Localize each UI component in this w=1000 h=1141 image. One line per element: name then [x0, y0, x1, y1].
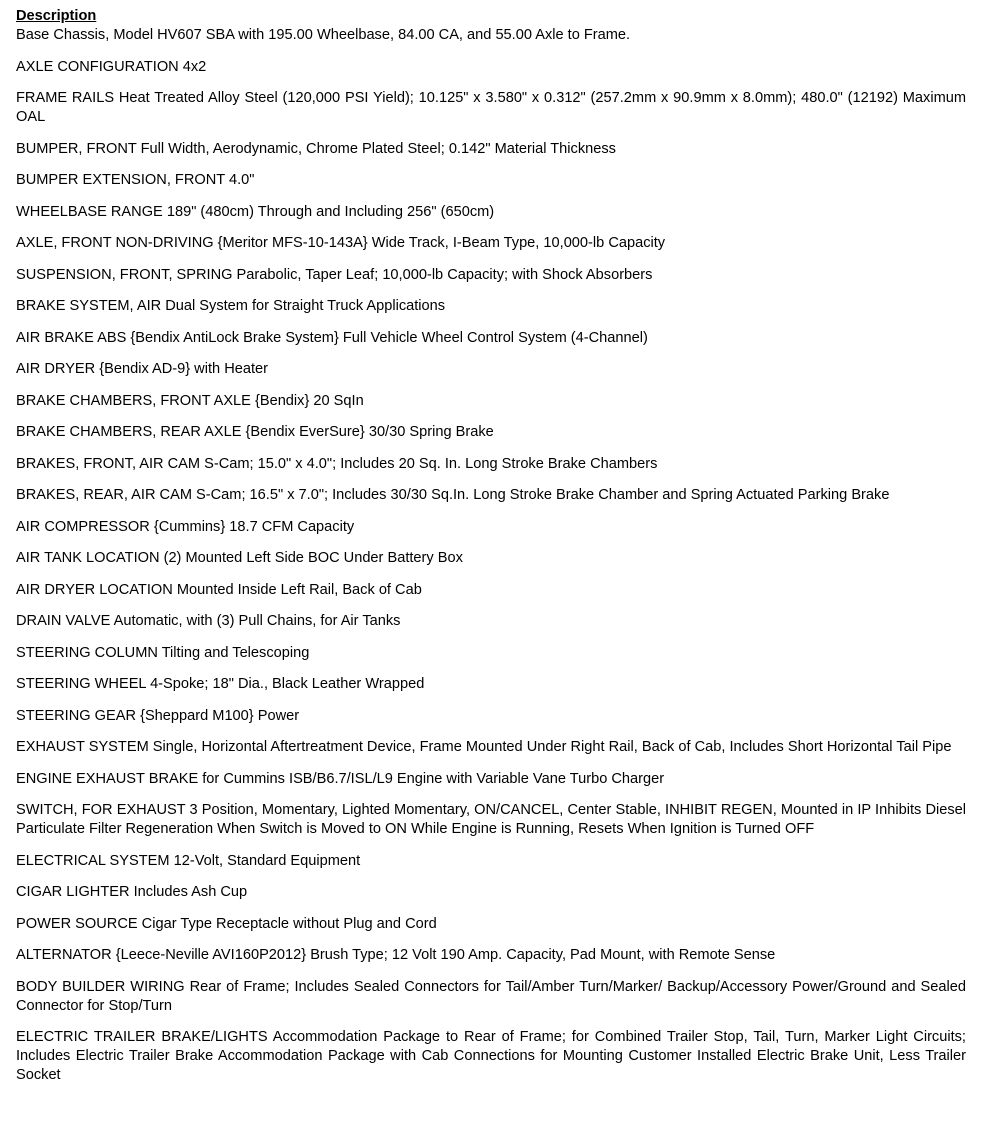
spec-paragraph: SWITCH, FOR EXHAUST 3 Position, Momentary, Lighted Momentary, ON/CANCEL, Center Stable, INHIBIT REGEN, Mounted in IP Inhibits Diesel Particulate Filter Regeneration When Switch is Moved to ON While Engine is Running, Resets When Ignition is Turned OFF [16, 802, 966, 837]
spec-paragraph: WHEELBASE RANGE 189" (480cm) Through and Including 256" (650cm) [16, 203, 495, 220]
spec-paragraph: SUSPENSION, FRONT, SPRING Parabolic, Taper Leaf; 10,000-lb Capacity; with Shock Absorbers [16, 266, 653, 283]
spec-paragraph: DRAIN VALVE Automatic, with (3) Pull Chains, for Air Tanks [16, 613, 401, 629]
spec-paragraph: POWER SOURCE Cigar Type Receptacle without Plug and Cord [16, 915, 437, 932]
spec-paragraph: ALTERNATOR {Leece-Neville AVI160P2012} Brush Type; 12 Volt 190 Amp. Capacity, Pad Mount, with Remote Sense [16, 947, 776, 963]
spec-paragraph: ELECTRIC TRAILER BRAKE/LIGHTS Accommodation Package to Rear of Frame; for Combined Trailer Stop, Tail, Turn, Marker Light Circuits; Includes Electric Trailer Brake Accommodation Package with Cab Connections for Mounting Customer Installed Electric Brake Unit, Less Trailer Socket [16, 1029, 966, 1083]
spec-paragraph: STEERING GEAR {Sheppard M100} Power [16, 707, 300, 724]
spec-paragraph: BRAKES, FRONT, AIR CAM S-Cam; 15.0" x 4.0"; Includes 20 Sq. In. Long Stroke Brake Chambers [16, 455, 658, 472]
spec-paragraph: AIR DRYER LOCATION Mounted Inside Left Rail, Back of Cab [16, 581, 422, 598]
spec-paragraph: ENGINE EXHAUST BRAKE for Cummins ISB/B6.7/ISL/L9 Engine with Variable Vane Turbo Charger [16, 770, 665, 787]
spec-paragraph: AIR BRAKE ABS {Bendix AntiLock Brake System} Full Vehicle Wheel Control System (4-Channel) [16, 329, 648, 346]
spec-paragraph: BODY BUILDER WIRING Rear of Frame; Includes Sealed Connectors for Tail/Amber Turn/Marker/ Backup/Accessory Power/Ground and Sealed Connector for Stop/Turn [16, 978, 966, 1014]
spec-paragraph: AXLE, FRONT NON-DRIVING {Meritor MFS-10-143A} Wide Track, I-Beam Type, 10,000-lb Capacity [16, 235, 666, 251]
spec-paragraph: BRAKE CHAMBERS, REAR AXLE {Bendix EverSure} 30/30 Spring Brake [16, 424, 494, 440]
spec-paragraph: ELECTRICAL SYSTEM 12-Volt, Standard Equipment [16, 852, 361, 869]
spec-paragraph: Base Chassis, Model HV607 SBA with 195.00 Wheelbase, 84.00 CA, and 55.00 Axle to Frame. [16, 27, 631, 43]
spec-paragraph: BUMPER EXTENSION, FRONT 4.0" [16, 172, 255, 188]
spec-paragraph: BRAKES, REAR, AIR CAM S-Cam; 16.5" x 7.0"; Includes 30/30 Sq.In. Long Stroke Brake Chamber and Spring Actuated Parking Brake [16, 487, 890, 503]
spec-paragraph: STEERING WHEEL 4-Spoke; 18" Dia., Black Leather Wrapped [16, 676, 425, 692]
spec-paragraph: BUMPER, FRONT Full Width, Aerodynamic, Chrome Plated Steel; 0.142" Material Thickness [16, 140, 616, 157]
spec-paragraph: AXLE CONFIGURATION 4x2 [16, 58, 207, 75]
spec-paragraph: AIR DRYER {Bendix AD-9} with Heater [16, 361, 268, 377]
spec-paragraph: STEERING COLUMN Tilting and Telescoping [16, 644, 310, 661]
spec-paragraph: EXHAUST SYSTEM Single, Horizontal Aftertreatment Device, Frame Mounted Under Right Rail, Back of Cab, Includes Short Horizontal Tail Pipe [16, 739, 952, 755]
spec-paragraph: BRAKE SYSTEM, AIR Dual System for Straight Truck Applications [16, 298, 446, 314]
spec-paragraph: AIR TANK LOCATION (2) Mounted Left Side BOC Under Battery Box [16, 550, 463, 566]
spec-paragraph: FRAME RAILS Heat Treated Alloy Steel (120,000 PSI Yield); 10.125" x 3.580" x 0.312" (257.2mm x 90.9mm x 8.0mm); 480.0" (12192) Maximum OAL [16, 90, 966, 125]
document-title: Description [16, 8, 97, 24]
spec-paragraph: CIGAR LIGHTER Includes Ash Cup [16, 884, 248, 900]
spec-paragraph: BRAKE CHAMBERS, FRONT AXLE {Bendix} 20 SqIn [16, 392, 364, 409]
spec-paragraph: AIR COMPRESSOR {Cummins} 18.7 CFM Capacity [16, 518, 355, 535]
paragraph-list [16, 26, 966, 1085]
